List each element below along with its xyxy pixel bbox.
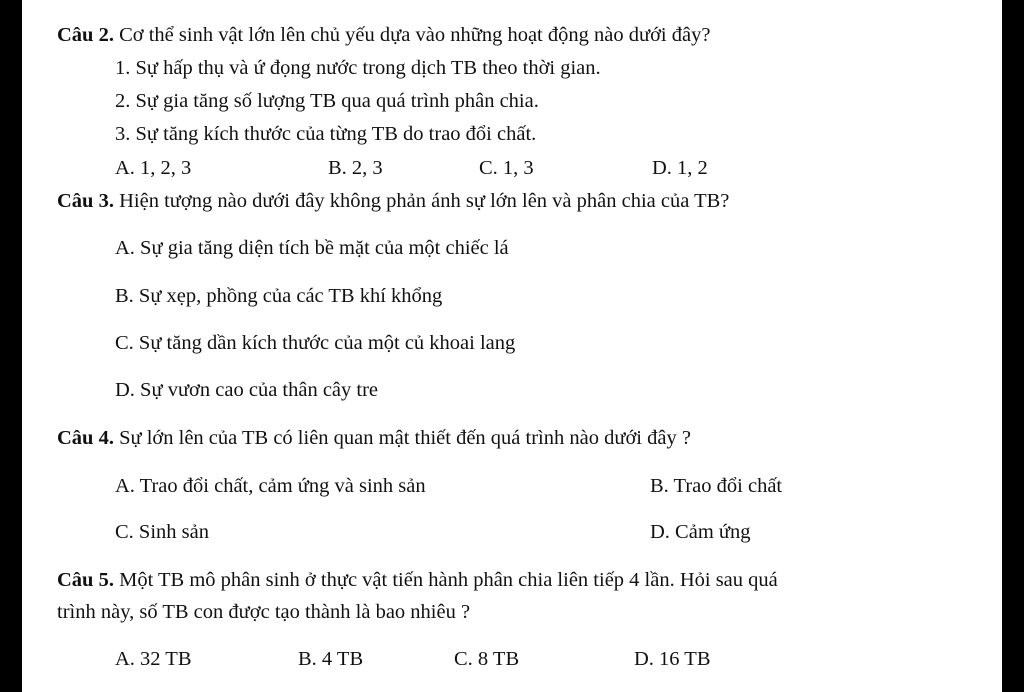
statement-1: 1. Sự hấp thụ và ứ đọng nước trong dịch TB theo thời gian. <box>115 57 601 79</box>
question-text: Sự lớn lên của TB có liên quan mật thiết đến quá trình nào dưới đây ? <box>119 427 691 449</box>
option-c: C. 8 TB <box>454 648 520 670</box>
question-number: Câu 2. <box>57 24 114 46</box>
option-a: A. 1, 2, 3 <box>115 157 192 179</box>
option-a: A. Sự gia tăng diện tích bề mặt của một chiếc lá <box>115 237 509 259</box>
option-a: A. 32 TB <box>115 648 192 670</box>
question-text: Một TB mô phân sinh ở thực vật tiến hành phân chia liên tiếp 4 lần. Hỏi sau quá <box>119 569 778 591</box>
document-page <box>22 0 1002 692</box>
question-4 <box>57 425 691 451</box>
option-b: B. 4 TB <box>298 648 364 670</box>
question-2 <box>57 22 710 48</box>
option-b: B. 2, 3 <box>328 157 383 179</box>
question-5 <box>57 567 778 593</box>
option-d: D. Cảm ứng <box>650 521 751 543</box>
option-c: C. 1, 3 <box>479 157 534 179</box>
question-text: Hiện tượng nào dưới đây không phản ánh sự lớn lên và phân chia của TB? <box>119 190 730 212</box>
statement-3: 3. Sự tăng kích thước của từng TB do trao đổi chất. <box>115 123 537 145</box>
option-d: D. 16 TB <box>634 648 711 670</box>
question-3 <box>57 188 729 214</box>
question-5-continued: trình này, số TB con được tạo thành là bao nhiêu ? <box>57 601 471 623</box>
question-number: Câu 5. <box>57 569 114 591</box>
option-d: D. Sự vươn cao của thân cây tre <box>115 379 379 401</box>
statement-2: 2. Sự gia tăng số lượng TB qua quá trình phân chia. <box>115 90 539 112</box>
question-number: Câu 3. <box>57 190 114 212</box>
option-b: B. Sự xẹp, phồng của các TB khí khổng <box>115 285 443 307</box>
question-number: Câu 4. <box>57 427 114 449</box>
option-c: C. Sự tăng dần kích thước của một củ khoai lang <box>115 332 516 354</box>
question-text: Cơ thể sinh vật lớn lên chủ yếu dựa vào những hoạt động nào dưới đây? <box>119 24 711 46</box>
option-c: C. Sinh sản <box>115 521 209 543</box>
option-a: A. Trao đổi chất, cảm ứng và sinh sản <box>115 475 426 497</box>
option-b: B. Trao đổi chất <box>650 475 783 497</box>
option-d: D. 1, 2 <box>652 157 708 179</box>
